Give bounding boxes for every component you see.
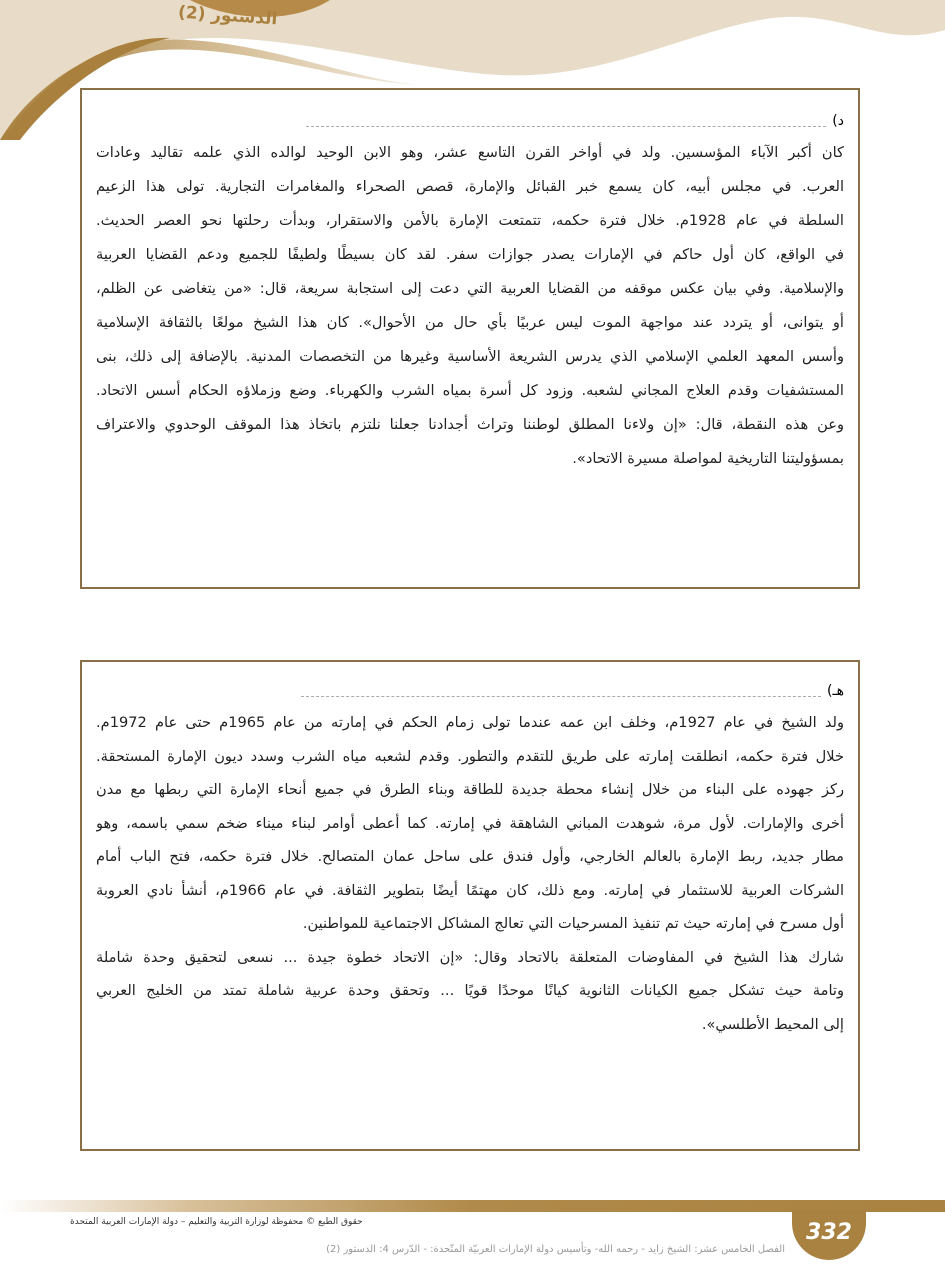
section-letter: د) bbox=[832, 113, 844, 129]
text-line: ركز جهوده على البناء من خلال إنشاء محطة جديدة للطاقة وبناء الطرق في جميع أنحاء الإمارة التي ربطها مع مدن bbox=[96, 781, 844, 798]
text-line: والإسلامية. وفي بيان عكس موقفه من القضايا العربية التي دعت إلى استجابة سريعة، قال: «من يتغاضى عن الظلم، bbox=[96, 280, 844, 297]
text-line: وأسس المعهد العلمي الإسلامي الذي يدرس الشريعة الأساسية وغيرها من التخصصات المدنية. بالإضافة إلى ذلك، بنى bbox=[96, 348, 844, 365]
page-number: 332 bbox=[792, 1210, 866, 1260]
text-line: خلال فترة حكمه، انطلقت إمارته على طريق للتقدم والتطور. وقدم لشعبه مياه الشرب وسدد ديون الإمارة المستحقة. bbox=[96, 747, 844, 765]
text-line: كان أكبر الآباء المؤسسين. ولد في أواخر القرن التاسع عشر، وهو الابن الوحيد لوالده الذي علمه تقاليد وعادات bbox=[96, 144, 844, 161]
text-line: العرب. في مجلس أبيه، كان يسمع خبر القبائل والإمارة، قصص الصحراء والمغامرات التجارية. تولى هذا الزعيم bbox=[96, 178, 844, 195]
section-label bbox=[96, 106, 844, 136]
answer-blank[interactable] bbox=[301, 686, 821, 697]
text-line: المستشفيات وقدم العلاج المجاني لشعبه. وزود كل أسرة بمياه الشرب والكهرباء. وضع وزملاؤه الحكام أسس الاتحاد. bbox=[96, 382, 844, 399]
section-letter: هـ) bbox=[827, 683, 844, 699]
text-line: وعن هذه النقطة، قال: «إن ولاءنا المطلق لوطننا وتراث أجدادنا جعلنا نلتزم باتخاذ هذا الموقف الوحدوي والاعتراف bbox=[96, 416, 844, 433]
copyright-text: حقوق الطبع © محفوظة لوزارة التربية والتعليم – دولة الإمارات العربية المتحدة bbox=[70, 1217, 363, 1227]
text-line: أو يتوانى، أو يتردد عند مواجهة الموت ليس عربيًا بأي حال من الأحوال». كان هذا الشيخ مولعًا بالثقافة الإسلامية bbox=[96, 314, 844, 331]
chapter-breadcrumb: الفصل الخامس عشر: الشيخ زايد - رحمه الله- وتأسيس دولة الإمارات العربيّة المتّحدة: - الدّرس 4: الدستور (2) bbox=[326, 1244, 785, 1255]
text-line: السلطة في عام 1928م. خلال فترة حكمه، تتمتعت الإمارة بالأمن والاستقرار، وبدأت رحلتها نحو العصر الحديث. bbox=[96, 212, 844, 229]
text-line: ولد الشيخ في عام 1927م، وخلف ابن عمه عندما تولى زمام الحكم في إمارته من عام 1965م حتى عام 1972م. bbox=[96, 714, 844, 731]
text-line: أول مسرح في إمارته حيث تم تنفيذ المسرحيات التي تعالج المشاكل الاجتماعية للمواطنين. bbox=[302, 915, 844, 932]
lesson-title: الدستور (2) bbox=[177, 2, 279, 30]
text-line: إلى المحيط الأطلسي». bbox=[701, 1015, 844, 1033]
section-d-box bbox=[80, 88, 860, 589]
answer-blank[interactable] bbox=[306, 116, 826, 127]
text-line: أخرى والإمارات. لأول مرة، شوهدت المباني الشاهقة في إمارته. كما أعطى أوامر لبناء ميناء ضخم سمي باسمه، وهو bbox=[96, 814, 844, 832]
section-label bbox=[96, 676, 844, 706]
text-line: بمسؤوليتنا التاريخية لمواصلة مسيرة الاتحاد». bbox=[572, 450, 844, 467]
text-line: وتامة حيث تشكل جميع الكيانات الثانوية كيانًا موحدًا قويًا ... وتحقق وحدة عربية شاملة تمتد من الخليج العربي bbox=[96, 982, 844, 999]
section-h-box bbox=[80, 660, 860, 1151]
text-line: شارك هذا الشيخ في المفاوضات المتعلقة بالاتحاد وقال: «إن الاتحاد خطوة جيدة ... نسعى لتحقيق وحدة شاملة bbox=[96, 948, 844, 966]
text-line: الشركات العربية للاستثمار في إمارته. ومع ذلك، كان مهتمًا أيضًا بتطوير الثقافة. في عام 1966م، أنشأ نادي العروبة bbox=[96, 881, 844, 899]
text-line: في الواقع، كان أول حاكم في الإمارات يصدر جوازات سفر. لقد كان بسيطًا ولطيفًا للجميع ودعم القضايا العربية bbox=[96, 246, 844, 263]
text-line: مطار جديد، ربط الإمارة بالعالم الخارجي، وأول فندق على ساحل عمان المتصالح. خلال فترة حكمه، فتح الباب أمام bbox=[96, 848, 844, 865]
